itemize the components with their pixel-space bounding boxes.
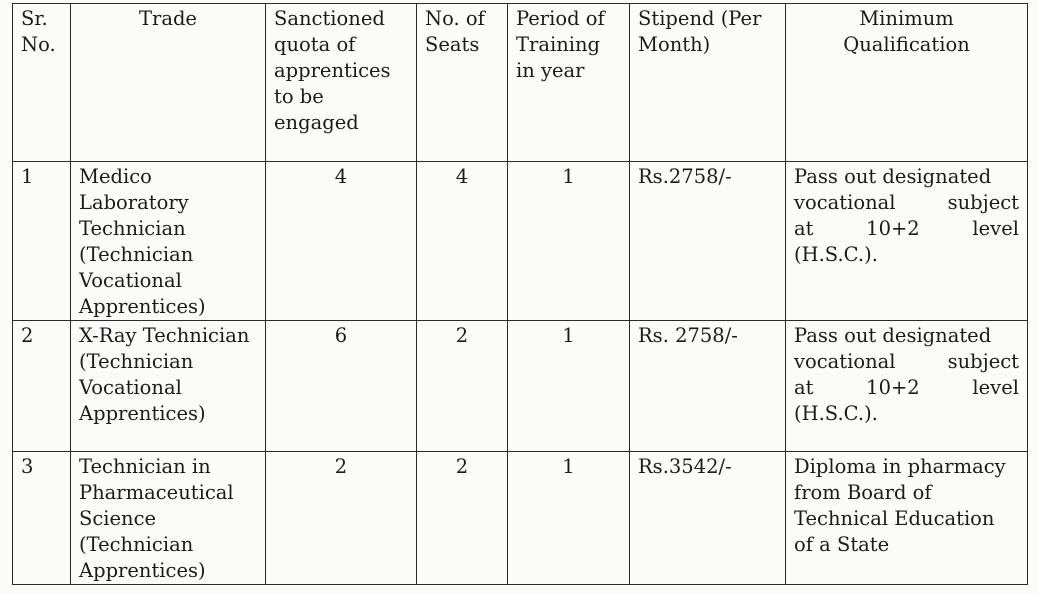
qualification-line: (H.S.C.). [794,402,878,425]
qualification-word: vocational [794,350,896,373]
cell-stipend: Rs.2758/- [630,162,786,321]
cell-quota: 2 [266,452,417,585]
qualification-line: Pass out designated [794,324,992,347]
apprentice-table-container [12,3,1028,585]
qualification-line: (H.S.C.). [794,243,878,266]
qualification-word: vocational [794,191,896,214]
cell-quota: 4 [266,162,417,321]
cell-period: 1 [508,321,630,452]
cell-sr: 3 [13,452,71,585]
cell-qualification: Diploma in pharmacy from Board of Technical Education of a State [786,452,1028,585]
apprentice-table [12,3,1028,585]
cell-seats: 4 [417,162,508,321]
qualification-line [794,216,1019,242]
header-trade: Trade [71,4,266,162]
header-qualification: Minimum Qualification [786,4,1028,162]
cell-stipend: Rs.3542/- [630,452,786,585]
header-sr-no: Sr. No. [13,4,71,162]
cell-period: 1 [508,162,630,321]
header-stipend: Stipend (Per Month) [630,4,786,162]
table-header-row [13,4,1028,162]
cell-seats: 2 [417,452,508,585]
header-quota: Sanctioned quota of apprentices to be engaged [266,4,417,162]
qualification-line [794,375,1019,401]
header-period: Period of Training in year [508,4,630,162]
qualification-word: at [794,217,814,240]
qualification-word: at [794,376,814,399]
qualification-line: Pass out designated [794,165,992,188]
qualification-word: level [972,217,1019,240]
cell-trade: Technician in Pharmaceutical Science (Technician Apprentices) [71,452,266,585]
cell-qualification [786,321,1028,452]
cell-trade: X-Ray Technician (Technician Vocational Apprentices) [71,321,266,452]
table-row [13,321,1028,452]
qualification-line [794,349,1019,375]
qualification-word: subject [947,350,1019,373]
qualification-word: subject [947,191,1019,214]
cell-trade: Medico Laboratory Technician (Technician Vocational Apprentices) [71,162,266,321]
cell-quota: 6 [266,321,417,452]
header-seats: No. of Seats [417,4,508,162]
cell-sr: 2 [13,321,71,452]
qualification-word: 10+2 [866,217,920,240]
cell-qualification [786,162,1028,321]
qualification-line [794,190,1019,216]
table-row [13,452,1028,585]
table-row [13,162,1028,321]
qualification-word: 10+2 [866,376,920,399]
cell-stipend: Rs. 2758/- [630,321,786,452]
cell-seats: 2 [417,321,508,452]
cell-sr: 1 [13,162,71,321]
qualification-word: level [972,376,1019,399]
cell-period: 1 [508,452,630,585]
